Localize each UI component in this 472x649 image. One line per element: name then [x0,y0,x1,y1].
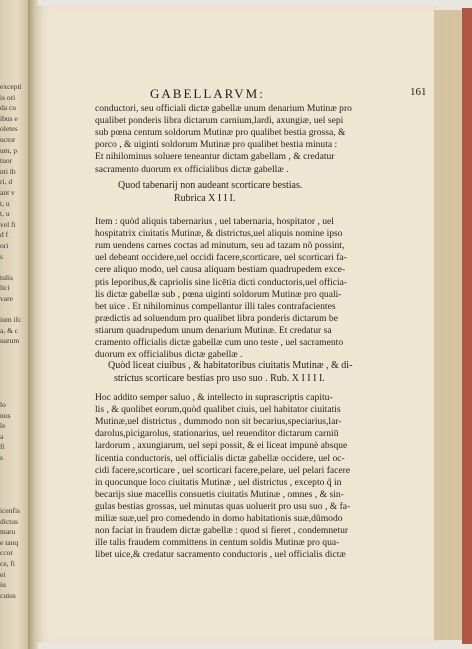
left-page-fragment: ei [0,569,6,579]
left-page-fragment: a [0,431,4,441]
paragraph-line: sub pœna centum soldorum Mutinæ pro qualibet bestia grossa, & [95,127,346,139]
paragraph-line: non faciat in fraudem dictæ gabellæ : quod si fieret , condemnetur [95,525,349,537]
left-page-fragment: icenfis [0,506,20,515]
paragraph-line: lardorum , axungiarum, uel sepi possit, & ei liceat impunè absque [95,440,348,452]
paragraph-line: Mutinæ,uel districtus , dummodo non sit becarius,speciarius,lar- [95,416,342,428]
paragraph-line: qualibet ponderis libra dictarum carnium,lardi, axungiæ, uel sepi [95,115,344,127]
paragraph-line: conductori, seu officiali dictæ gabellæ unum denarium Mutinæ pro [95,103,352,114]
left-page-fragment: vare [0,294,13,303]
left-page-fragment: oletes [0,124,18,134]
left-page-fragment: t, u [0,198,10,208]
left-page-fragment: ant v [0,188,15,197]
left-page-fragment: vel fi [0,219,16,229]
rubric-heading: Rubrica X I I I. [174,193,236,204]
paragraph-line: stiarum quadrupedum unum denarium Mutinæ. Et credatur sa [95,324,332,336]
left-page-fragment: uctor [0,135,16,144]
left-page-edge [0,0,30,649]
paragraph-line: miliæ suæ,uel pro comedendo in domo habitationis suæ,dũmodo [95,513,343,524]
left-page-fragment: tulis [0,272,13,282]
left-page-fragment: lici [0,283,10,293]
paragraph-line: in quocunque loco ciuitatis Mutinæ , uel districtus , excepto q̃ in [95,476,342,488]
paragraph-line: sacramento duorum ex officialibus dictæ gabellæ . [95,163,289,175]
left-page-fragment: s [0,453,3,462]
left-page-fragment: dictus [0,516,18,526]
paragraph-line: prædictis ad soluendum pro qualibet libra ponderis dictarum be [95,312,338,324]
paragraph-line: uel debeant occidere,uel occidi facere,scorticare, uel scorticari fa- [95,252,347,264]
rubric-heading: Quòd liceat ciuibus , & habitatoribus ciuitatis Mutinæ , & di- [108,360,353,371]
paragraph-line: duorum ex officialibus dictæ gabellæ . [95,349,243,361]
paragraph-line: Hoc addito semper saluo , & intellecto in suprascriptis capitu- [95,392,333,403]
left-page-fragment: iu [0,580,6,590]
left-page-fragment: ce, fi [0,559,15,568]
paragraph-line: ptis leporibus,& capriolis sine licētia dicti conductoris,uel officia- [95,276,348,288]
paragraph-line: cramento officialis dictæ gabellæ cum uno teste , uel sacramento [95,337,344,348]
left-page-fragment: nos [0,410,11,420]
left-page-fragment: uarum [0,336,20,346]
left-page-fragment: ccor [0,548,13,558]
rubric-heading: Quod tabenarij non audeant scorticare bestias. [118,180,303,191]
left-page-fragment: le [0,421,6,431]
left-page-fragment: tuor [0,156,13,166]
paragraph-line: libet uice,& credatur sacramento conductoris , uel officialis dictæ [95,549,346,561]
left-page-fragment: fi [0,442,5,452]
running-title: GABELLARVM: [150,86,265,101]
left-page-fragment: da cu [0,103,17,113]
paragraph-line: cidi facere,scorticare , uel scorticari facere,pelare, uel pelari facere [95,464,351,476]
left-page-fragment: um, p [0,145,18,155]
left-page-fragment: ri, d [0,177,13,187]
left-page-fragment: d f [0,230,9,240]
paragraph-line: licentia conductoris, uel officialis dictæ gabellæ occidere, uel oc- [95,452,345,464]
paragraph-line: lis dictæ gabellæ sub , pœna uiginti soldorum Mutinæ pro quali- [95,288,342,300]
left-page-fragment: ium ifc [0,315,22,325]
paragraph-line: bet uice . Et nihilominus compellantur illi tales contrafacientes [95,300,336,312]
paragraph-line: rum uendens carnes coctas ad minutum, seu ad tazam nõ possint, [95,240,345,252]
paragraph-line: becarijs siue macellis consuetis ciuitatis Mutinæ , omnes , & sin- [95,488,344,500]
left-page-fragment: ori [0,241,9,250]
left-page-fragment: maru [0,527,16,537]
book-cover [462,8,472,644]
paragraph-line: ille talis fraudem committens in centum soldis Mutinæ pro qua- [95,537,340,549]
paragraph-line: darolus,picigarolus, stationarius, uel reuenditor dictarum carniū [95,428,339,440]
page-number: 161 [410,86,427,98]
left-page-fragment: nti ib [0,166,16,176]
paragraph-line: hospitatrix ciuitatis Mutinæ, & districtus,uel aliquis nomine ipso [95,228,343,240]
left-page-fragment: e tanq [0,537,19,547]
left-page-fragment: cuius [0,590,16,600]
left-page-fragment: a, & c [0,325,19,335]
paragraph-line: gulas bestias grossas, uel minutas quas uoluerit pro usu suo , & fa- [95,500,351,512]
left-page-fragment: excepti [0,82,22,91]
rubric-heading: strictus scorticare bestias pro uso suo . Rub. X I I I I. [114,372,325,384]
paragraph-line: cere aliquo modo, uel causa aliquam bestiam quadrupedem exce- [95,264,346,276]
left-page-fragment: lo [0,400,6,409]
paragraph-line: Item : quòd aliquis tabernarius , uel tabernaria, hospitator , uel [95,216,334,227]
paragraph-line: porco , & uiginti soldorum Mutinæ pro qualibet bestia minuta : [95,139,338,151]
paragraph-line: lis , & quolibet eorum,quòd qualibet ciuis, uel habitator ciuitatis [95,404,341,416]
left-page-fragment: s [0,251,3,261]
left-page-fragment: t, u [0,209,10,219]
paragraph-line: Et nihilominus soluere teneantur dictam gabellam , & credatur [95,151,335,163]
left-page-fragment: ibus e [0,113,18,123]
left-page-fragment: is ori [0,92,16,102]
